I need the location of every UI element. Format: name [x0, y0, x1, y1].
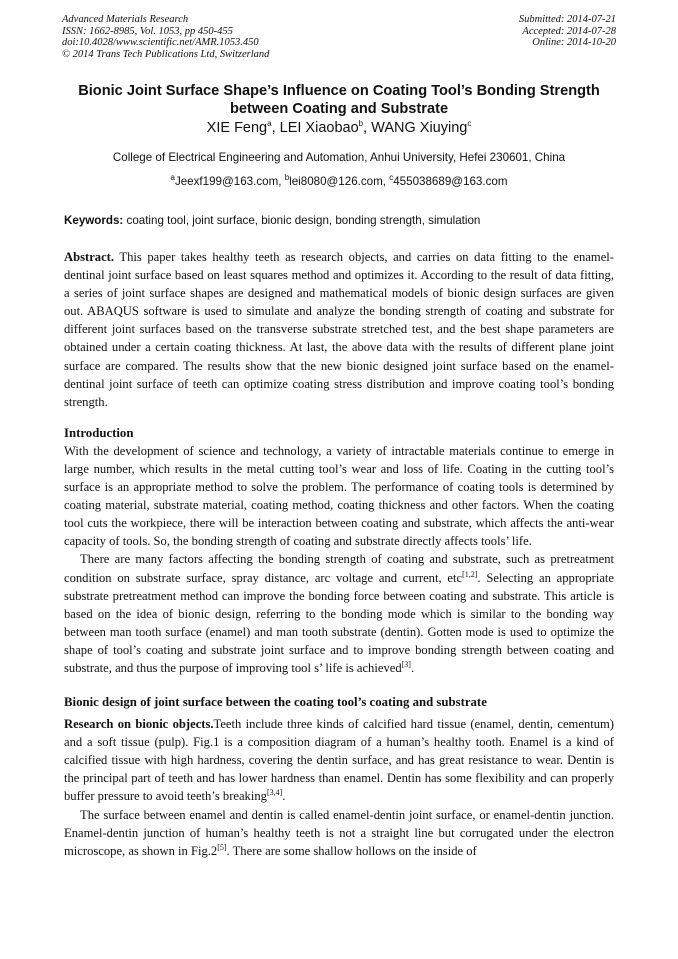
submitted-date: Submitted: 2014-07-21: [518, 14, 616, 25]
email-address: 455038689@163.com: [393, 175, 508, 188]
journal-info: [62, 14, 269, 60]
abstract-label: Abstract.: [64, 250, 115, 264]
abstract-text: This paper takes healthy teeth as research objects, and carries on data fitting to the enamel-dentinal joint surface based on least squares method and optimizes it. According to the result of data fitting, a series of joint surface shapes are designed and mathematical models of bionic design surfaces are given out. ABAQUS software is used to simulate and analyze the bonding strength of coating and substrate for different joint surfaces based on the transverse substrate stretched test, and the best shape parameters are obtained under a certain coating thickness. At last, the above data with the results of different plane joint surface are compared. The results show that the new bionic designed joint surface based on the enamel-dentinal joint surface of teeth can optimize coating stress distribution and improve coating tool’s bonding strength.: [64, 250, 614, 409]
paper-title: Bionic Joint Surface Shape’s Influence on Coating Tool’s Bonding Strength between Coating and Substrate: [78, 83, 600, 117]
citation: [5]: [217, 842, 227, 852]
affiliation: College of Electrical Engineering and Automation, Anhui University, Hefei 230601, China: [112, 151, 566, 164]
author-list: XIE Feng$^a$, LEI Xiaobao$^b$, WANG Xiuying$^c$: [206, 119, 472, 136]
email-address: lei8080@126.com: [289, 175, 383, 188]
author-name: WANG Xiuying: [371, 120, 468, 136]
email-list: $^a$Jeexf199@163.com, $^b$lei8080@126.com, $^c$455038689@163.com: [170, 173, 508, 188]
author-name: XIE Feng: [206, 120, 268, 136]
publication-dates: [519, 14, 616, 49]
email-mark: a: [170, 173, 175, 183]
author-name: LEI Xiaobao: [279, 120, 359, 136]
bionic-paragraph-1: Research on bionic objects.Teeth include three kinds of calcified hard tissue (enamel, dentin, cementum) and a soft tissue (pulp). Fig.1 is a composition diagram of a human’s healthy tooth. Enamel is a kind of calcified tissue with high hardness, covering the dentin surface, and has great resistance to wear. Dentin is the principal part of teeth and has lower hardness than enamel. Dentin has some flexibility and can properly buffer pressure to avoid teeth’s breaking[3,4].: [64, 717, 614, 804]
section-heading-introduction: Introduction: [64, 425, 134, 440]
issn-line: ISSN: 1662-8985, Vol. 1053, pp 450-455: [62, 25, 233, 37]
keywords-text: coating tool, joint surface, bionic design, bonding strength, simulation: [126, 214, 481, 227]
intro-paragraph-2: There are many factors affecting the bonding strength of coating and substrate, such as pretreatment condition on substrate surface, spray distance, arc voltage and current, etc[1,2]. Selecting an appropriate substrate pretreatment method can improve the bonding force between coating and substrate. This article is based on the idea of bionic design, referring to the bonding mode which is similar to the bonding way between man tooth surface (enamel) and man tooth substrate (dentin). Gotten mode is used to optimize the shape of tool’s coating and substrate joint surface and to improve bonding strength between coating and substrate, and thus the purpose of improving tool s’ life is achieved[3].: [64, 552, 615, 675]
paper-body: [64, 248, 614, 860]
citation: [3]: [401, 659, 411, 669]
citation: [3,4]: [266, 788, 283, 798]
author-mark: c: [467, 119, 472, 129]
author-mark: a: [267, 119, 272, 129]
online-date: Online: 2014-10-20: [532, 37, 616, 49]
keywords-label: Keywords:: [64, 214, 124, 227]
copyright-line: © 2014 Trans Tech Publications Ltd, Switzerland: [62, 48, 270, 60]
author-mark: b: [358, 119, 364, 129]
email-mark: c: [389, 173, 394, 183]
doi-line: doi:10.4028/www.scientific.net/AMR.1053.450: [62, 37, 259, 49]
section-heading-bionic-design: Bionic design of joint surface between the coating tool’s coating and substrate: [64, 695, 487, 710]
keywords: [64, 214, 614, 227]
intro-paragraph-1: With the development of science and technology, a variety of intractable materials continue to emerge in large number, which results in the metal cutting tool’s wear and loss of life. Coating in the cutting tool’s surface is an appropriate method to solve the problem. The performance of coating tools is determined by coating material, substrate material, coating method, coating thickness and other factors. When the coating tool cuts the workpiece, there will be interaction between coating and substrate, which affects the anti-wear capacity of tools. So, the bonding strength of coating and substrate directly affects tools’ life.: [64, 443, 614, 549]
accepted-date: Accepted: 2014-07-28: [522, 25, 616, 37]
email-mark: b: [284, 173, 290, 183]
citation: [1,2]: [462, 569, 478, 579]
run-in-heading: Research on bionic objects.: [64, 717, 214, 732]
email-address: Jeexf199@163.com: [174, 175, 279, 188]
journal-name: Advanced Materials Research: [62, 14, 189, 25]
abstract: [64, 248, 614, 411]
bionic-paragraph-2: The surface between enamel and dentin is called enamel-dentin joint surface, or enamel-dentin junction. Enamel-dentin junction of human’s healthy teeth is not a straight line but corrugated under the electron microscope, as shown in Fig.2[5]. There are some shallow hollows on the inside of: [64, 807, 614, 858]
